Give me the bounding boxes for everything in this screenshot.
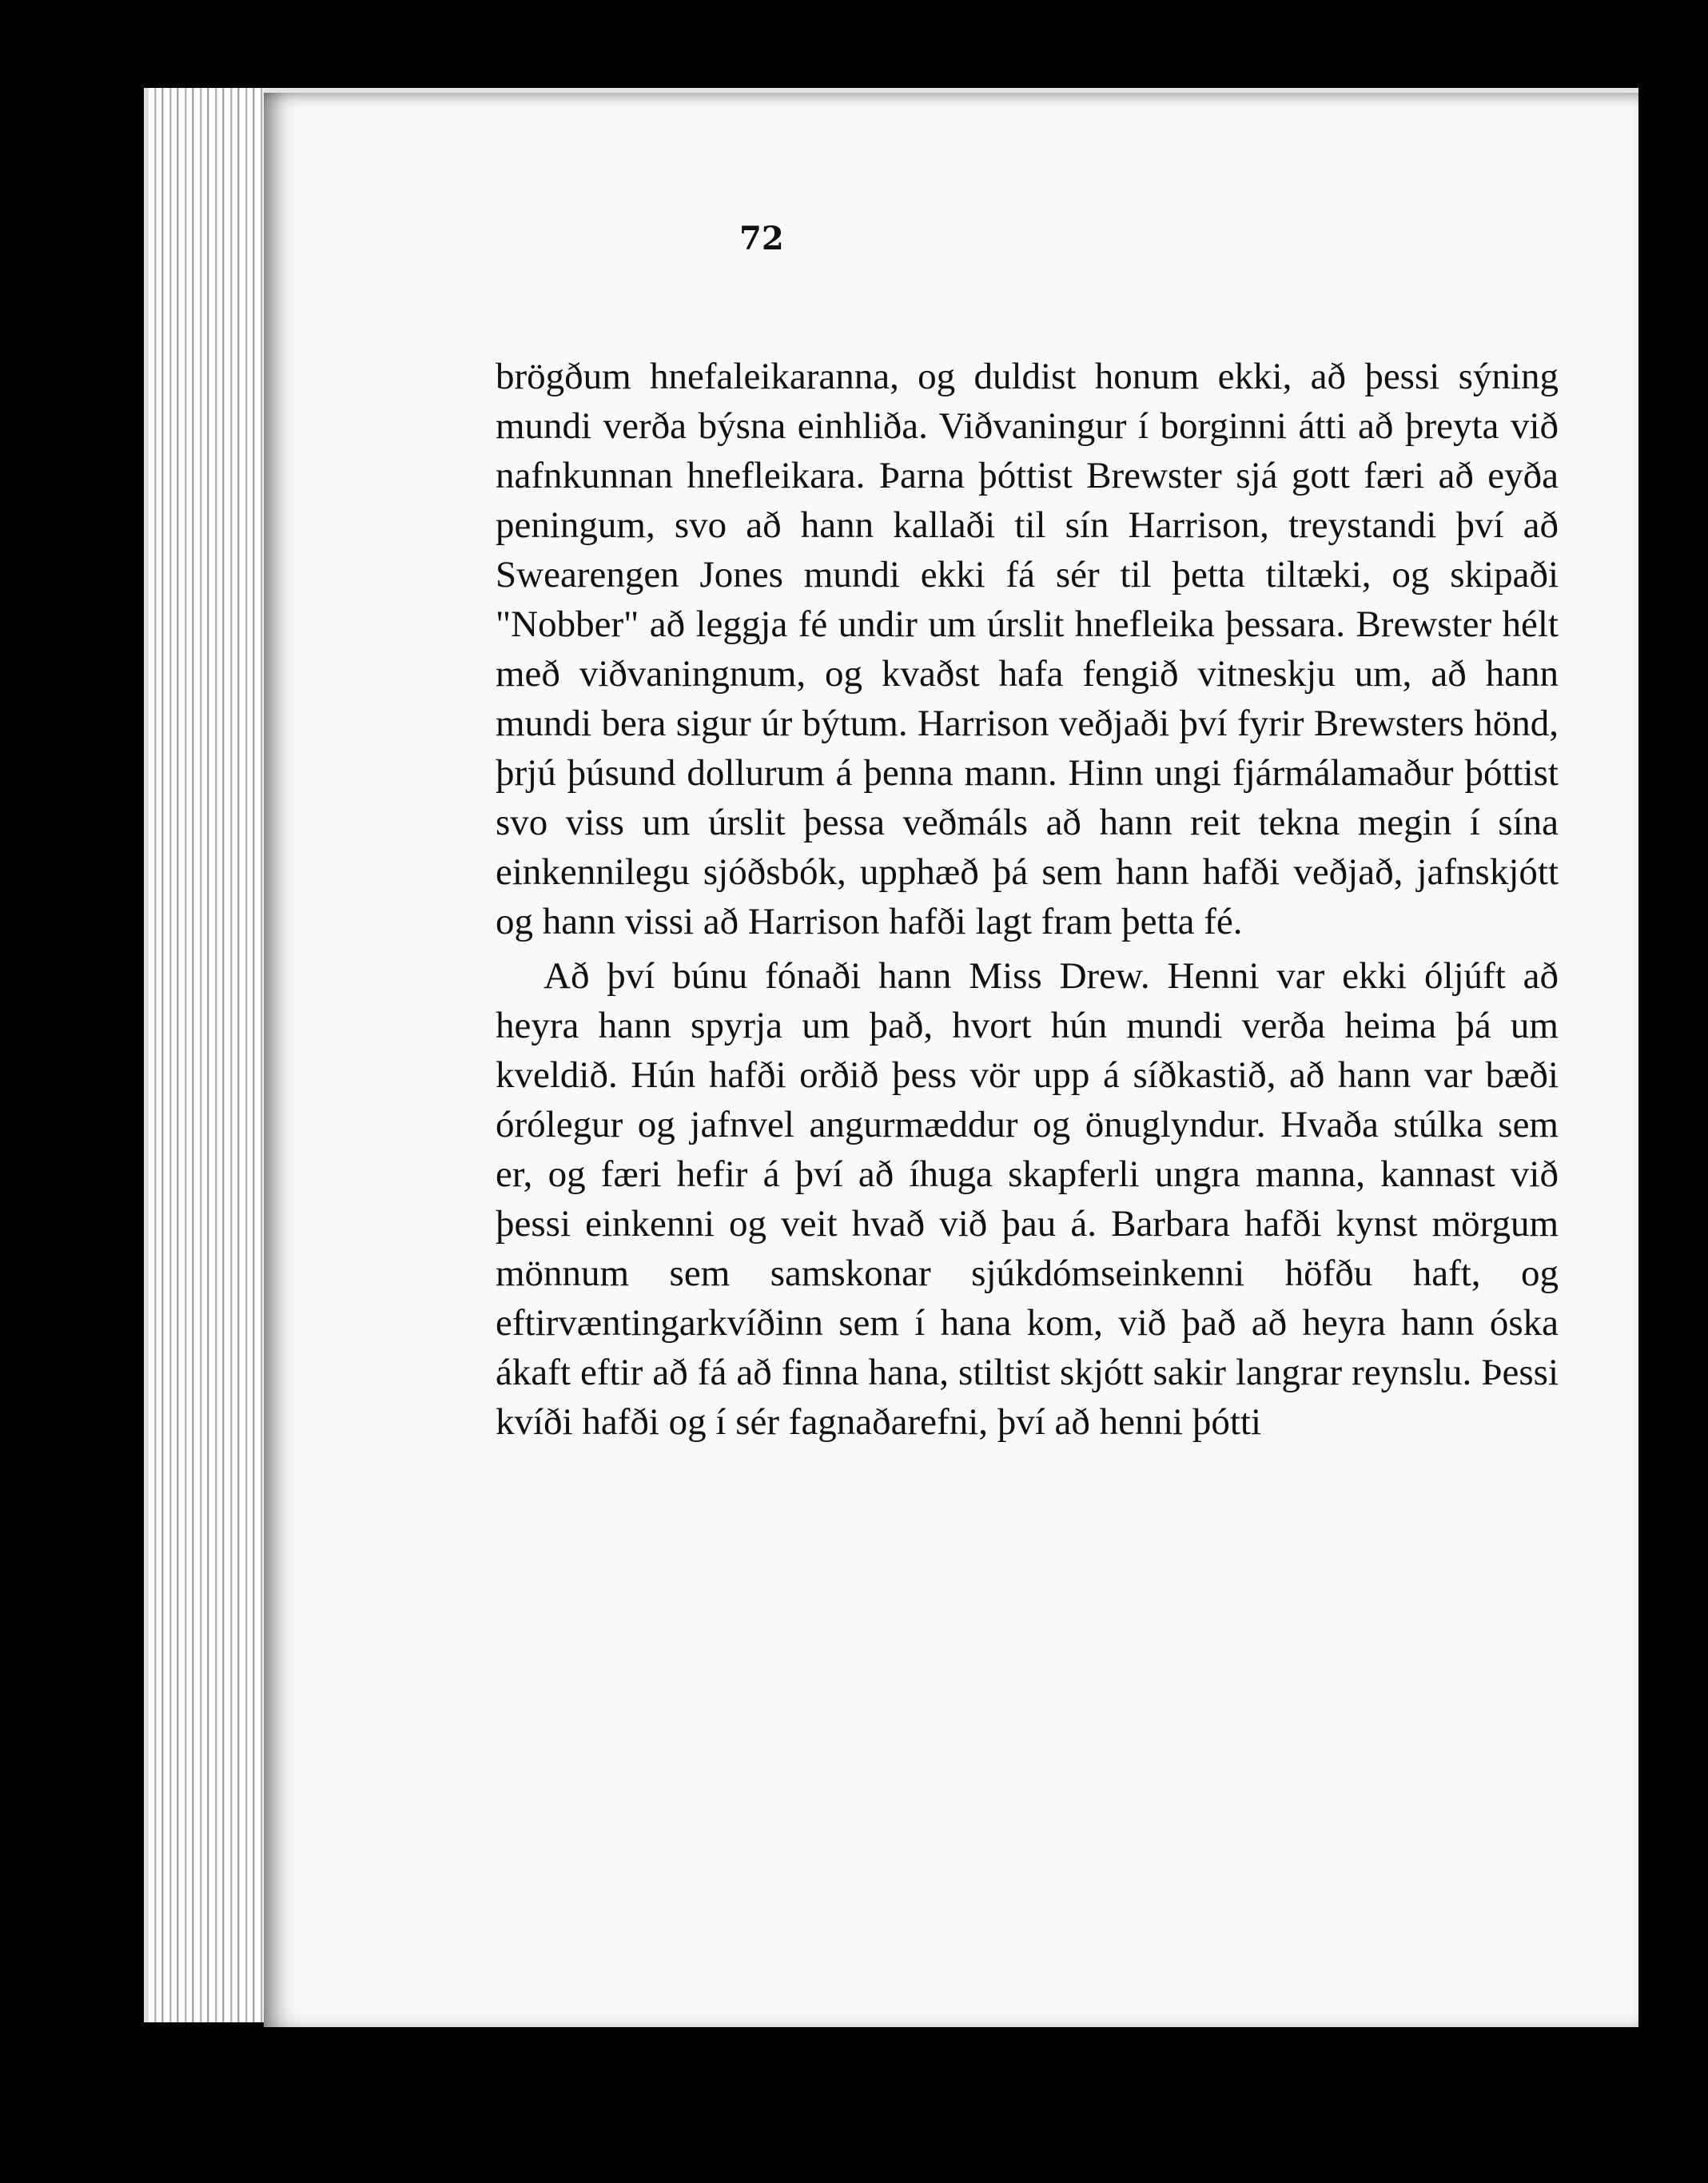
paragraph-2: Að því búnu fónaði hann Miss Drew. Henni var ekki óljúft að heyra hann spyrja um það, hvort hún mundi verða heima þá um kveldið. Hún hafði orðið þess vör upp á síðkastið, að hann var bæði órólegur og jafnvel angurmæddur og önuglyndur. Hvaða stúlka sem er, og færi hefir á því að íhuga skapferli ungra manna, kannast við þessi einkenni og veit hvað við þau á. Barbara hafði kynst mörgum mönnum sem samskonar sjúkdómseinkenni höfðu haft, og eftirvæntingarkvíðinn sem í hana kom, við það að heyra hann óska ákaft eftir að fá að finna hana, stiltist skjótt sakir langrar reynslu. Þessi kvíði hafði og í sér fagnaðarefni, því að henni þótti	[496, 955, 1559, 1443]
body-text	[496, 352, 1559, 1447]
page-number: 72	[739, 220, 784, 257]
paragraph-1: brögðum hnefaleikaranna, og duldist honum ekki, að þessi sýning mundi verða býsna einhliða. Viðvaningur í borginni átti að þreyta við nafnkunnan hnefleikara. Þarna þóttist Brewster sjá gott færi að eyða peningum, svo að hann kallaði til sín Harrison, treystandi því að Swearengen Jones mundi ekki fá sér til þetta tiltæki, og skipaði "Nobber" að leggja fé undir um úrslit hnefleika þessara. Brewster hélt með viðvaningnum, og kvaðst hafa fengið vitneskju um, að hann mundi bera sigur úr býtum. Harrison veðjaði því fyrir Brewsters hönd, þrjú þúsund dollurum á þenna mann. Hinn ungi fjármálamaður þóttist svo viss um úrslit þessa veðmáls að hann reit tekna megin í sína einkennilegu sjóðsbók, upphæð þá sem hann hafði veðjað, jafnskjótt og hann vissi að Harrison hafði lagt fram þetta fé.	[496, 356, 1559, 942]
